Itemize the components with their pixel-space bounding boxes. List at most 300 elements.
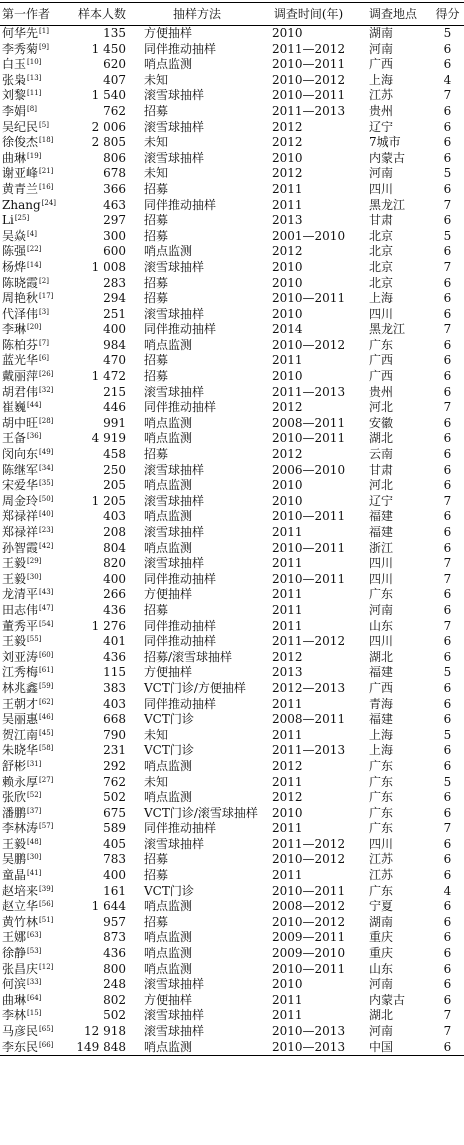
cell-author <box>0 104 72 120</box>
cell-survey-place: 湖南 <box>369 26 394 40</box>
cell-score: 6 <box>443 930 452 945</box>
cell-survey-time: 2010—2013 <box>262 1040 355 1056</box>
table-row <box>0 478 464 494</box>
cell-sampling-method: 同伴推动抽样 <box>144 696 217 711</box>
reference-citation: [62] <box>39 697 54 706</box>
cell-survey-place: 四川 <box>369 556 394 571</box>
author-name: 李林 <box>2 1008 27 1023</box>
table-row <box>0 728 464 744</box>
cell-author <box>0 665 72 681</box>
table-row <box>0 151 464 167</box>
cell-survey-place: 广东 <box>369 337 394 352</box>
cell-author <box>0 743 72 759</box>
cell-sample-size: 403 <box>103 696 126 711</box>
cell-score: 6 <box>443 790 452 805</box>
cell-survey-time: 2011—2012 <box>272 836 346 851</box>
cell-survey-time: 2011—2012 <box>272 41 346 56</box>
reference-citation: [64] <box>27 993 42 1002</box>
cell-author <box>0 198 72 214</box>
cell-author <box>0 416 72 432</box>
cell-sampling-method: 哨点监测 <box>144 431 193 446</box>
cell-sample-size: 300 <box>103 228 126 243</box>
header-row <box>0 3 464 26</box>
cell-score: 7 <box>443 1024 452 1038</box>
reference-citation: [59] <box>39 681 54 690</box>
author-name: 徐俊杰 <box>2 135 39 150</box>
cell-score: 6 <box>443 119 452 134</box>
cell-survey-time: 2010 <box>272 805 303 820</box>
table-row <box>0 494 464 510</box>
cell-score: 6 <box>443 509 452 524</box>
author-name: 张枭 <box>2 72 27 87</box>
cell-survey-place: 四川 <box>369 571 394 586</box>
author-name: 赖永厚 <box>2 774 39 789</box>
cell-survey-place: 湖北 <box>369 649 394 664</box>
cell-survey-place: 上海 <box>369 72 394 87</box>
cell-survey-time: 2011 <box>272 525 303 539</box>
cell-author <box>0 291 72 307</box>
author-name: 田志伟 <box>2 602 39 617</box>
cell-score: 6 <box>443 540 452 555</box>
author-name: 王娜 <box>2 930 27 945</box>
cell-survey-place: 江苏 <box>369 868 394 883</box>
cell-score: 6 <box>443 758 452 773</box>
author-name: 杨烨 <box>2 259 27 274</box>
cell-sample-size: 436 <box>103 946 126 961</box>
author-name: 吴焱 <box>2 228 27 243</box>
cell-survey-time: 2011 <box>272 181 303 196</box>
reference-citation: [8] <box>27 104 37 113</box>
cell-sample-size: 407 <box>103 72 126 87</box>
reference-citation: [47] <box>39 603 54 612</box>
cell-author <box>0 353 72 369</box>
cell-sample-size: 215 <box>103 384 126 399</box>
table-row <box>0 182 464 198</box>
cell-score: 6 <box>443 743 452 758</box>
cell-author <box>0 478 72 494</box>
cell-sampling-method: 哨点监测 <box>144 790 193 805</box>
cell-sampling-method: 招募/滚雪球抽样 <box>144 649 233 664</box>
cell-author <box>0 650 72 666</box>
cell-survey-place: 湖北 <box>369 431 394 446</box>
cell-author <box>0 120 72 136</box>
cell-sampling-method: 招募 <box>144 228 169 243</box>
cell-author <box>0 135 72 151</box>
cell-survey-place: 河北 <box>369 478 394 493</box>
cell-author <box>0 775 72 791</box>
cell-sampling-method: 未知 <box>144 774 169 789</box>
cell-score: 6 <box>443 680 452 695</box>
author-name: 黄竹林 <box>2 914 39 929</box>
cell-survey-time: 2011—2013 <box>272 384 346 399</box>
table-row <box>0 322 464 338</box>
cell-survey-time: 2010—2011 <box>272 571 346 586</box>
table-row <box>0 198 464 214</box>
cell-survey-place: 青海 <box>369 696 394 711</box>
cell-survey-place: 福建 <box>369 712 394 727</box>
author-name: 吴丽惠 <box>2 712 39 727</box>
cell-score: 5 <box>443 228 452 243</box>
author-name: 陈强 <box>2 244 27 259</box>
author-name: 李林涛 <box>2 821 39 836</box>
cell-sample-size: 2 805 <box>91 135 126 150</box>
cell-survey-place: 辽宁 <box>369 493 394 508</box>
cell-sampling-method: 滚雪球抽样 <box>144 88 205 103</box>
cell-author <box>0 556 72 572</box>
cell-author <box>0 619 72 635</box>
cell-survey-place: 山东 <box>369 618 394 633</box>
table-row <box>0 821 464 837</box>
table-row <box>0 650 464 666</box>
cell-sampling-method: 招募 <box>144 602 169 617</box>
cell-sampling-method: 哨点监测 <box>144 899 193 914</box>
cell-survey-place: 湖北 <box>369 1008 394 1023</box>
table-row <box>0 915 464 931</box>
cell-sampling-method: 方便抽样 <box>144 665 193 680</box>
cell-survey-place: 四川 <box>369 181 394 196</box>
cell-survey-time: 2010 <box>272 275 303 290</box>
cell-score: 6 <box>443 291 452 306</box>
cell-author <box>0 993 72 1009</box>
cell-score: 6 <box>443 587 452 602</box>
cell-survey-time: 2011 <box>272 1008 303 1023</box>
table-row <box>0 291 464 307</box>
cell-author <box>0 42 72 58</box>
cell-score: 6 <box>443 135 452 150</box>
cell-sampling-method: VCT门诊/方便抽样 <box>144 680 246 695</box>
reference-citation: [12] <box>39 962 54 971</box>
reference-citation: [49] <box>39 448 54 457</box>
cell-survey-time: 2010—2012 <box>272 852 346 867</box>
cell-survey-time: 2010—2012 <box>272 914 346 929</box>
cell-survey-place: 重庆 <box>369 946 394 961</box>
reference-citation: [3] <box>39 307 49 316</box>
cell-author <box>0 88 72 104</box>
cell-author <box>0 868 72 884</box>
cell-sample-size: 458 <box>103 447 126 462</box>
author-name: 徐静 <box>2 946 27 961</box>
cell-sampling-method: 招募 <box>144 914 169 929</box>
cell-score: 6 <box>443 946 452 961</box>
table-row <box>0 712 464 728</box>
cell-score: 5 <box>443 727 452 742</box>
table-row <box>0 697 464 713</box>
cell-author <box>0 977 72 993</box>
cell-score: 6 <box>443 961 452 976</box>
reference-citation: [51] <box>39 915 54 924</box>
cell-sample-size: 12 918 <box>84 1024 126 1038</box>
author-name: 张欣 <box>2 790 27 805</box>
cell-survey-place: 河南 <box>369 166 394 181</box>
cell-score: 6 <box>443 836 452 851</box>
cell-sample-size: 1 450 <box>91 41 126 56</box>
cell-survey-time: 2012 <box>272 400 303 415</box>
cell-sampling-method: 同伴推动抽样 <box>144 571 217 586</box>
cell-sampling-method: 滚雪球抽样 <box>144 119 205 134</box>
cell-sample-size: 957 <box>103 914 126 929</box>
cell-sampling-method: 方便抽样 <box>144 992 193 1007</box>
reference-citation: [37] <box>27 806 42 815</box>
cell-survey-place: 河南 <box>369 977 394 992</box>
cell-author <box>0 525 72 541</box>
table-row <box>0 806 464 822</box>
reference-citation: [4] <box>27 229 37 238</box>
reference-citation: [6] <box>39 354 49 363</box>
cell-score: 6 <box>443 462 452 477</box>
reference-citation: [53] <box>27 947 42 956</box>
cell-sampling-method: 滚雪球抽样 <box>144 977 205 992</box>
reference-citation: [16] <box>39 182 54 191</box>
cell-sample-size: 115 <box>103 665 126 680</box>
reference-citation: [27] <box>39 775 54 784</box>
reference-citation: [31] <box>27 759 42 768</box>
cell-sample-size: 400 <box>103 868 126 883</box>
reference-citation: [29] <box>27 557 42 566</box>
cell-sampling-method: 滚雪球抽样 <box>144 493 205 508</box>
cell-score: 6 <box>443 712 452 727</box>
cell-author <box>0 697 72 713</box>
cell-sample-size: 446 <box>103 400 126 415</box>
table-header <box>0 3 464 26</box>
author-name: 何滨 <box>2 977 27 992</box>
cell-score: 6 <box>443 868 452 883</box>
table-row <box>0 852 464 868</box>
cell-author <box>0 494 72 510</box>
reference-citation: [54] <box>39 619 54 628</box>
cell-survey-place: 浙江 <box>369 540 394 555</box>
author-name: 马彦民 <box>2 1024 39 1038</box>
cell-author <box>0 1024 72 1040</box>
author-name: 童晶 <box>2 868 27 883</box>
reference-citation: [24] <box>41 198 57 207</box>
cell-author <box>0 151 72 167</box>
table-row <box>0 244 464 260</box>
cell-sample-size: 806 <box>103 150 126 165</box>
cell-score: 6 <box>443 852 452 867</box>
table-row <box>0 166 464 182</box>
cell-author <box>0 26 72 42</box>
cell-survey-time: 2010 <box>272 977 303 992</box>
table-row <box>0 338 464 354</box>
table-row <box>0 104 464 120</box>
cell-survey-place: 广西 <box>369 57 394 72</box>
cell-score: 6 <box>443 525 452 539</box>
cell-survey-time: 2011 <box>272 821 303 836</box>
table-row <box>0 135 464 151</box>
cell-survey-place: 山东 <box>369 961 394 976</box>
table-row <box>0 276 464 292</box>
author-name: 周艳秋 <box>2 291 39 306</box>
cell-sample-size: 589 <box>103 821 126 836</box>
cell-author <box>0 930 72 946</box>
cell-survey-time: 2008—2012 <box>272 899 346 914</box>
cell-sample-size: 366 <box>103 181 126 196</box>
author-name: 李东民 <box>2 1039 39 1054</box>
author-name: 刘亚涛 <box>2 649 39 664</box>
cell-survey-place: 上海 <box>369 291 394 306</box>
cell-sampling-method: 招募 <box>144 275 169 290</box>
cell-sample-size: 668 <box>103 712 126 727</box>
author-name: 闵向东 <box>2 447 39 462</box>
cell-author <box>0 509 72 525</box>
author-name: 何华先 <box>2 26 39 40</box>
cell-score: 6 <box>443 447 452 462</box>
cell-survey-time: 2010—2013 <box>272 1024 346 1038</box>
cell-survey-place: 广西 <box>369 353 394 368</box>
reference-citation: [35] <box>39 479 54 488</box>
cell-sampling-method: VCT门诊 <box>144 883 194 898</box>
cell-survey-place: 广东 <box>369 774 394 789</box>
header-survey-place: 调查地点 <box>355 3 431 26</box>
author-name: 代泽伟 <box>2 306 39 321</box>
author-name: 黄青兰 <box>2 181 39 196</box>
reference-citation: [21] <box>39 167 54 176</box>
cell-survey-time: 2011 <box>272 727 303 742</box>
cell-sample-size: 400 <box>103 571 126 586</box>
cell-sample-size: 251 <box>103 306 126 321</box>
reference-citation: [57] <box>39 822 54 831</box>
header-sampling-method: 抽样方法 <box>132 3 262 26</box>
table-row <box>0 962 464 978</box>
cell-survey-place: 江苏 <box>369 88 394 103</box>
cell-survey-place: 内蒙古 <box>369 150 406 165</box>
cell-survey-time: 2010—2012 <box>272 72 346 87</box>
table-row <box>0 946 464 962</box>
table-row <box>0 369 464 385</box>
table-row <box>0 541 464 557</box>
cell-author <box>0 946 72 962</box>
author-name: Zhang <box>2 197 41 212</box>
author-name: 李秀菊 <box>2 41 39 56</box>
cell-survey-time: 2012 <box>272 166 303 181</box>
table-row <box>0 930 464 946</box>
cell-author <box>0 463 72 479</box>
author-name: 王备 <box>2 431 27 446</box>
reference-citation: [61] <box>39 666 54 675</box>
reference-citation: [10] <box>27 58 42 67</box>
reference-citation: [41] <box>27 869 42 878</box>
cell-sampling-method: 滚雪球抽样 <box>144 836 205 851</box>
cell-survey-time: 2011 <box>272 602 303 617</box>
cell-author <box>0 73 72 89</box>
cell-sample-size: 405 <box>103 836 126 851</box>
author-name: 郑禄祥 <box>2 509 39 524</box>
cell-sample-size: 783 <box>103 852 126 867</box>
cell-author <box>0 369 72 385</box>
cell-sampling-method: 滚雪球抽样 <box>144 462 205 477</box>
cell-survey-place: 四川 <box>369 306 394 321</box>
cell-sample-size: 820 <box>103 556 126 571</box>
cell-sample-size: 208 <box>103 525 126 539</box>
cell-sample-size: 800 <box>103 961 126 976</box>
reference-citation: [17] <box>39 292 54 301</box>
cell-score: 6 <box>443 415 452 430</box>
cell-sample-size: 600 <box>103 244 126 259</box>
cell-sample-size: 502 <box>103 1008 126 1023</box>
reference-citation: [52] <box>27 791 42 800</box>
cell-score: 7 <box>443 197 452 212</box>
reference-citation: [39] <box>39 884 54 893</box>
cell-survey-place: 广东 <box>369 821 394 836</box>
cell-survey-place: 湖南 <box>369 914 394 929</box>
study-table <box>0 2 464 1056</box>
cell-survey-place: 贵州 <box>369 384 394 399</box>
author-name: 曲琳 <box>2 150 27 165</box>
header-survey-time: 调查时间(年) <box>262 3 355 26</box>
cell-score: 6 <box>443 337 452 352</box>
cell-sample-size: 804 <box>103 540 126 555</box>
author-name: 蓝光华 <box>2 353 39 368</box>
cell-sample-size: 266 <box>103 587 126 602</box>
cell-sampling-method: 哨点监测 <box>144 509 193 524</box>
cell-sampling-method: 同伴推动抽样 <box>144 618 217 633</box>
reference-citation: [30] <box>27 853 42 862</box>
table-row <box>0 743 464 759</box>
cell-survey-place: 四川 <box>369 836 394 851</box>
table-row <box>0 400 464 416</box>
cell-survey-time: 2011 <box>272 696 303 711</box>
cell-score: 6 <box>443 41 452 56</box>
cell-survey-time: 2010—2011 <box>272 88 346 103</box>
cell-author <box>0 837 72 853</box>
cell-author <box>0 541 72 557</box>
cell-author <box>0 400 72 416</box>
cell-sampling-method: 未知 <box>144 727 169 742</box>
cell-survey-place: 河南 <box>369 41 394 56</box>
cell-sample-size: 161 <box>103 883 126 898</box>
cell-sampling-method: 招募 <box>144 447 169 462</box>
cell-score: 6 <box>443 696 452 711</box>
cell-survey-place: 广东 <box>369 758 394 773</box>
cell-score: 7 <box>443 259 452 274</box>
cell-score: 7 <box>443 493 452 508</box>
table-row <box>0 1040 464 1056</box>
cell-sampling-method: VCT门诊/滚雪球抽样 <box>144 805 258 820</box>
author-name: 朱晓华 <box>2 743 39 758</box>
cell-author <box>0 276 72 292</box>
author-name: 董秀平 <box>2 618 39 633</box>
cell-survey-time: 2010 <box>272 306 303 321</box>
table-row <box>0 213 464 229</box>
cell-sampling-method: 同伴推动抽样 <box>144 197 217 212</box>
reference-citation: [26] <box>39 370 54 379</box>
cell-survey-time: 2010 <box>272 259 303 274</box>
cell-survey-time: 2008—2011 <box>272 415 346 430</box>
cell-score: 6 <box>443 244 452 259</box>
cell-sample-size: 403 <box>103 509 126 524</box>
cell-survey-place: 广东 <box>369 790 394 805</box>
cell-survey-place: 甘肃 <box>369 213 394 228</box>
author-name: 刘黎 <box>2 88 27 103</box>
cell-survey-time: 2009—2010 <box>272 946 346 961</box>
author-name: 谢亚峰 <box>2 166 39 181</box>
cell-sampling-method: 哨点监测 <box>144 478 193 493</box>
cell-survey-place: 中国 <box>355 1040 431 1056</box>
author-name: 吴鹏 <box>2 852 27 867</box>
reference-citation: [33] <box>27 978 42 987</box>
cell-author <box>0 244 72 260</box>
cell-author <box>0 962 72 978</box>
author-name: 龙清平 <box>2 587 39 602</box>
reference-citation: [28] <box>39 416 54 425</box>
cell-score: 6 <box>443 369 452 384</box>
cell-survey-time: 2010—2011 <box>272 509 346 524</box>
author-name: 宋爱华 <box>2 478 39 493</box>
cell-sample-size: 984 <box>103 337 126 352</box>
author-name: 陈继军 <box>2 462 39 477</box>
cell-survey-time: 2010—2011 <box>272 540 346 555</box>
cell-score: 6 <box>443 899 452 914</box>
